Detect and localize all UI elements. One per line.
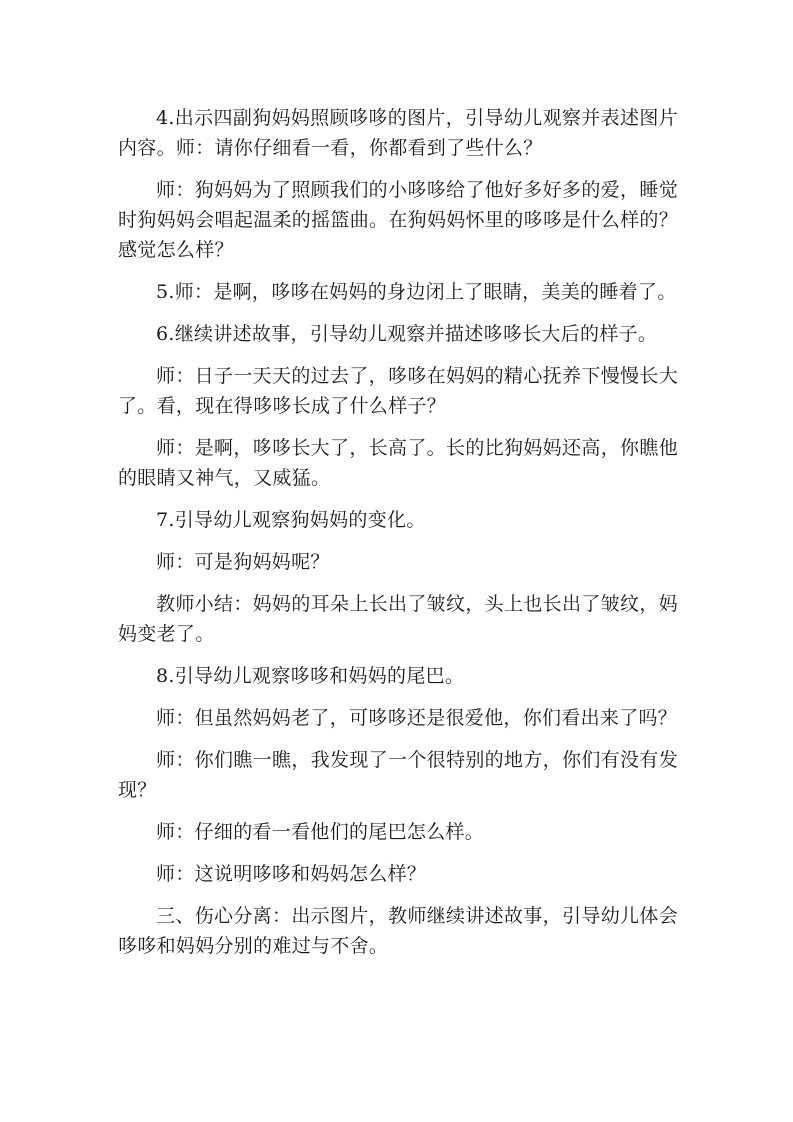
paragraph-step-5: 5.师：是啊，哆哆在妈妈的身边闭上了眼睛，美美的睡着了。 <box>156 281 677 303</box>
paragraph-step-6: 6.继续讲述故事，引导幼儿观察并描述哆哆长大后的样子。 <box>156 323 658 345</box>
paragraph-teacher-still-love: 师：但虽然妈妈老了，可哆哆还是很爱他，你们看出来了吗？ <box>156 707 678 729</box>
paragraph-step-8: 8.引导幼儿观察哆哆和妈妈的尾巴。 <box>156 665 465 687</box>
paragraph-section-three: 三、伤心分离：出示图片，教师继续讲述故事，引导幼儿体会哆哆和妈妈分别的难过与不舍。 <box>118 905 678 957</box>
paragraph-teacher-meaning: 师：这说明哆哆和妈妈怎么样？ <box>156 863 427 885</box>
paragraph-step-4: 4.出示四副狗妈妈照顾哆哆的图片，引导幼儿观察并表述图片内容。师：请你仔细看一看，你都看到了些什么？ <box>118 107 678 159</box>
document-page <box>118 103 678 973</box>
paragraph-teacher-lullaby: 师：狗妈妈为了照顾我们的小哆哆给了他好多好多的爱，睡觉时狗妈妈会唱起温柔的摇篮曲。在狗妈妈怀里的哆哆是什么样的？感觉怎么样？ <box>118 179 678 261</box>
paragraph-teacher-tails: 师：仔细的看一看他们的尾巴怎么样。 <box>156 821 485 843</box>
paragraph-teacher-grown-up: 师：是啊，哆哆长大了，长高了。长的比狗妈妈还高，你瞧他的眼睛又神气，又威猛。 <box>118 437 678 489</box>
paragraph-teacher-special: 师：你们瞧一瞧，我发现了一个很特别的地方，你们有没有发现？ <box>118 749 678 801</box>
paragraph-teacher-growing: 师：日子一天天的过去了，哆哆在妈妈的精心抚养下慢慢长大了。看，现在得哆哆长成了什么样子？ <box>118 365 678 417</box>
paragraph-teacher-mother: 师：可是狗妈妈呢？ <box>156 551 330 573</box>
paragraph-step-7: 7.引导幼儿观察狗妈妈的变化。 <box>156 509 426 531</box>
paragraph-teacher-summary: 教师小结：妈妈的耳朵上长出了皱纹，头上也长出了皱纹，妈妈变老了。 <box>118 593 678 645</box>
